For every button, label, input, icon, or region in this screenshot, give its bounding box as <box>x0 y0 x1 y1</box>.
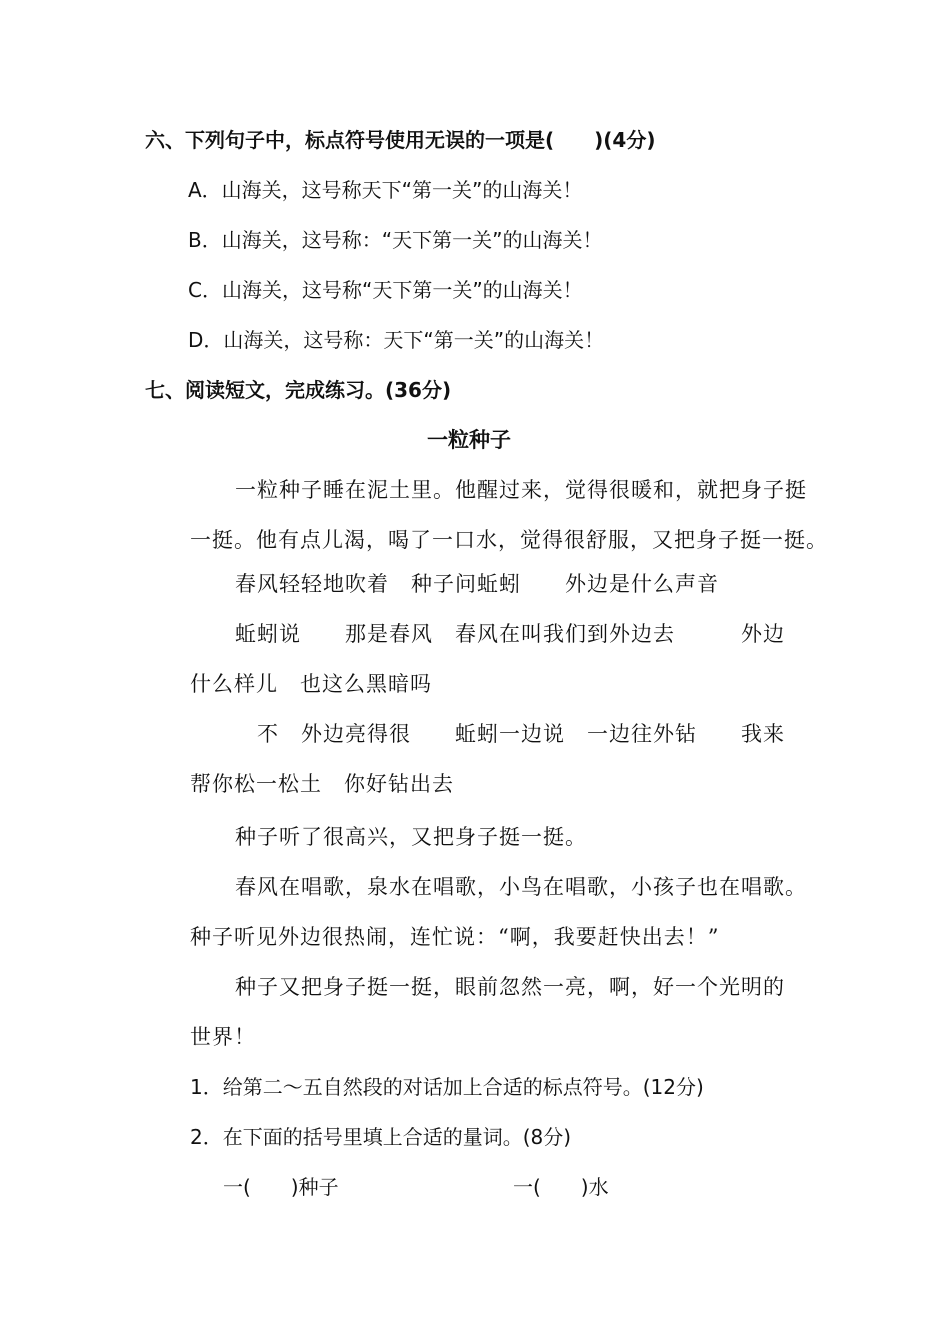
option-d: D．山海关，这号称：天下“第一关”的山海关！ <box>188 328 605 352</box>
option-c: C．山海关，这号称“天下第一关”的山海关！ <box>188 278 583 302</box>
option-b: B．山海关，这号称：“天下第一关”的山海关！ <box>188 228 603 252</box>
passage-line-4: 蚯蚓说 那是春风 春风在叫我们到外边去 外边 <box>235 622 785 646</box>
passage-line-2: 一挺。他有点儿渴，喝了一口水，觉得很舒服，又把身子挺一挺。 <box>190 528 828 552</box>
passage-line-7: 帮你松一松土 你好钻出去 <box>190 772 454 796</box>
passage-line-12: 世界！ <box>190 1025 256 1049</box>
passage-title: 一粒种子 <box>427 428 511 452</box>
option-a: A．山海关，这号称天下“第一关”的山海关！ <box>188 178 583 202</box>
passage-line-6: 不 外边亮得很 蚯蚓一边说 一边往外钻 我来 <box>235 722 785 746</box>
passage-line-5: 什么样儿 也这么黑暗吗 <box>190 672 432 696</box>
question-1: 1．给第二～五自然段的对话加上合适的标点符号。(12分) <box>190 1075 704 1099</box>
passage-line-10: 种子听见外边很热闹，连忙说：“啊，我要赶快出去！” <box>190 925 720 949</box>
passage-line-9: 春风在唱歌，泉水在唱歌，小鸟在唱歌，小孩子也在唱歌。 <box>235 875 807 899</box>
section6-question: 六、下列句子中，标点符号使用无误的一项是( )(4分) <box>145 128 656 152</box>
passage-line-3: 春风轻轻地吹着 种子问蚯蚓 外边是什么声音 <box>235 572 719 596</box>
passage-line-1: 一粒种子睡在泥土里。他醒过来，觉得很暖和，就把身子挺 <box>235 478 807 502</box>
passage-line-11: 种子又把身子挺一挺，眼前忽然一亮，啊，好一个光明的 <box>235 975 785 999</box>
fill-blank-seed[interactable]: 一( )种子 <box>223 1175 339 1199</box>
passage-line-8: 种子听了很高兴，又把身子挺一挺。 <box>235 825 587 849</box>
section7-heading: 七、阅读短文，完成练习。(36分) <box>145 378 452 402</box>
question-2: 2．在下面的括号里填上合适的量词。(8分) <box>190 1125 572 1149</box>
fill-blank-water[interactable]: 一( )水 <box>513 1175 609 1199</box>
